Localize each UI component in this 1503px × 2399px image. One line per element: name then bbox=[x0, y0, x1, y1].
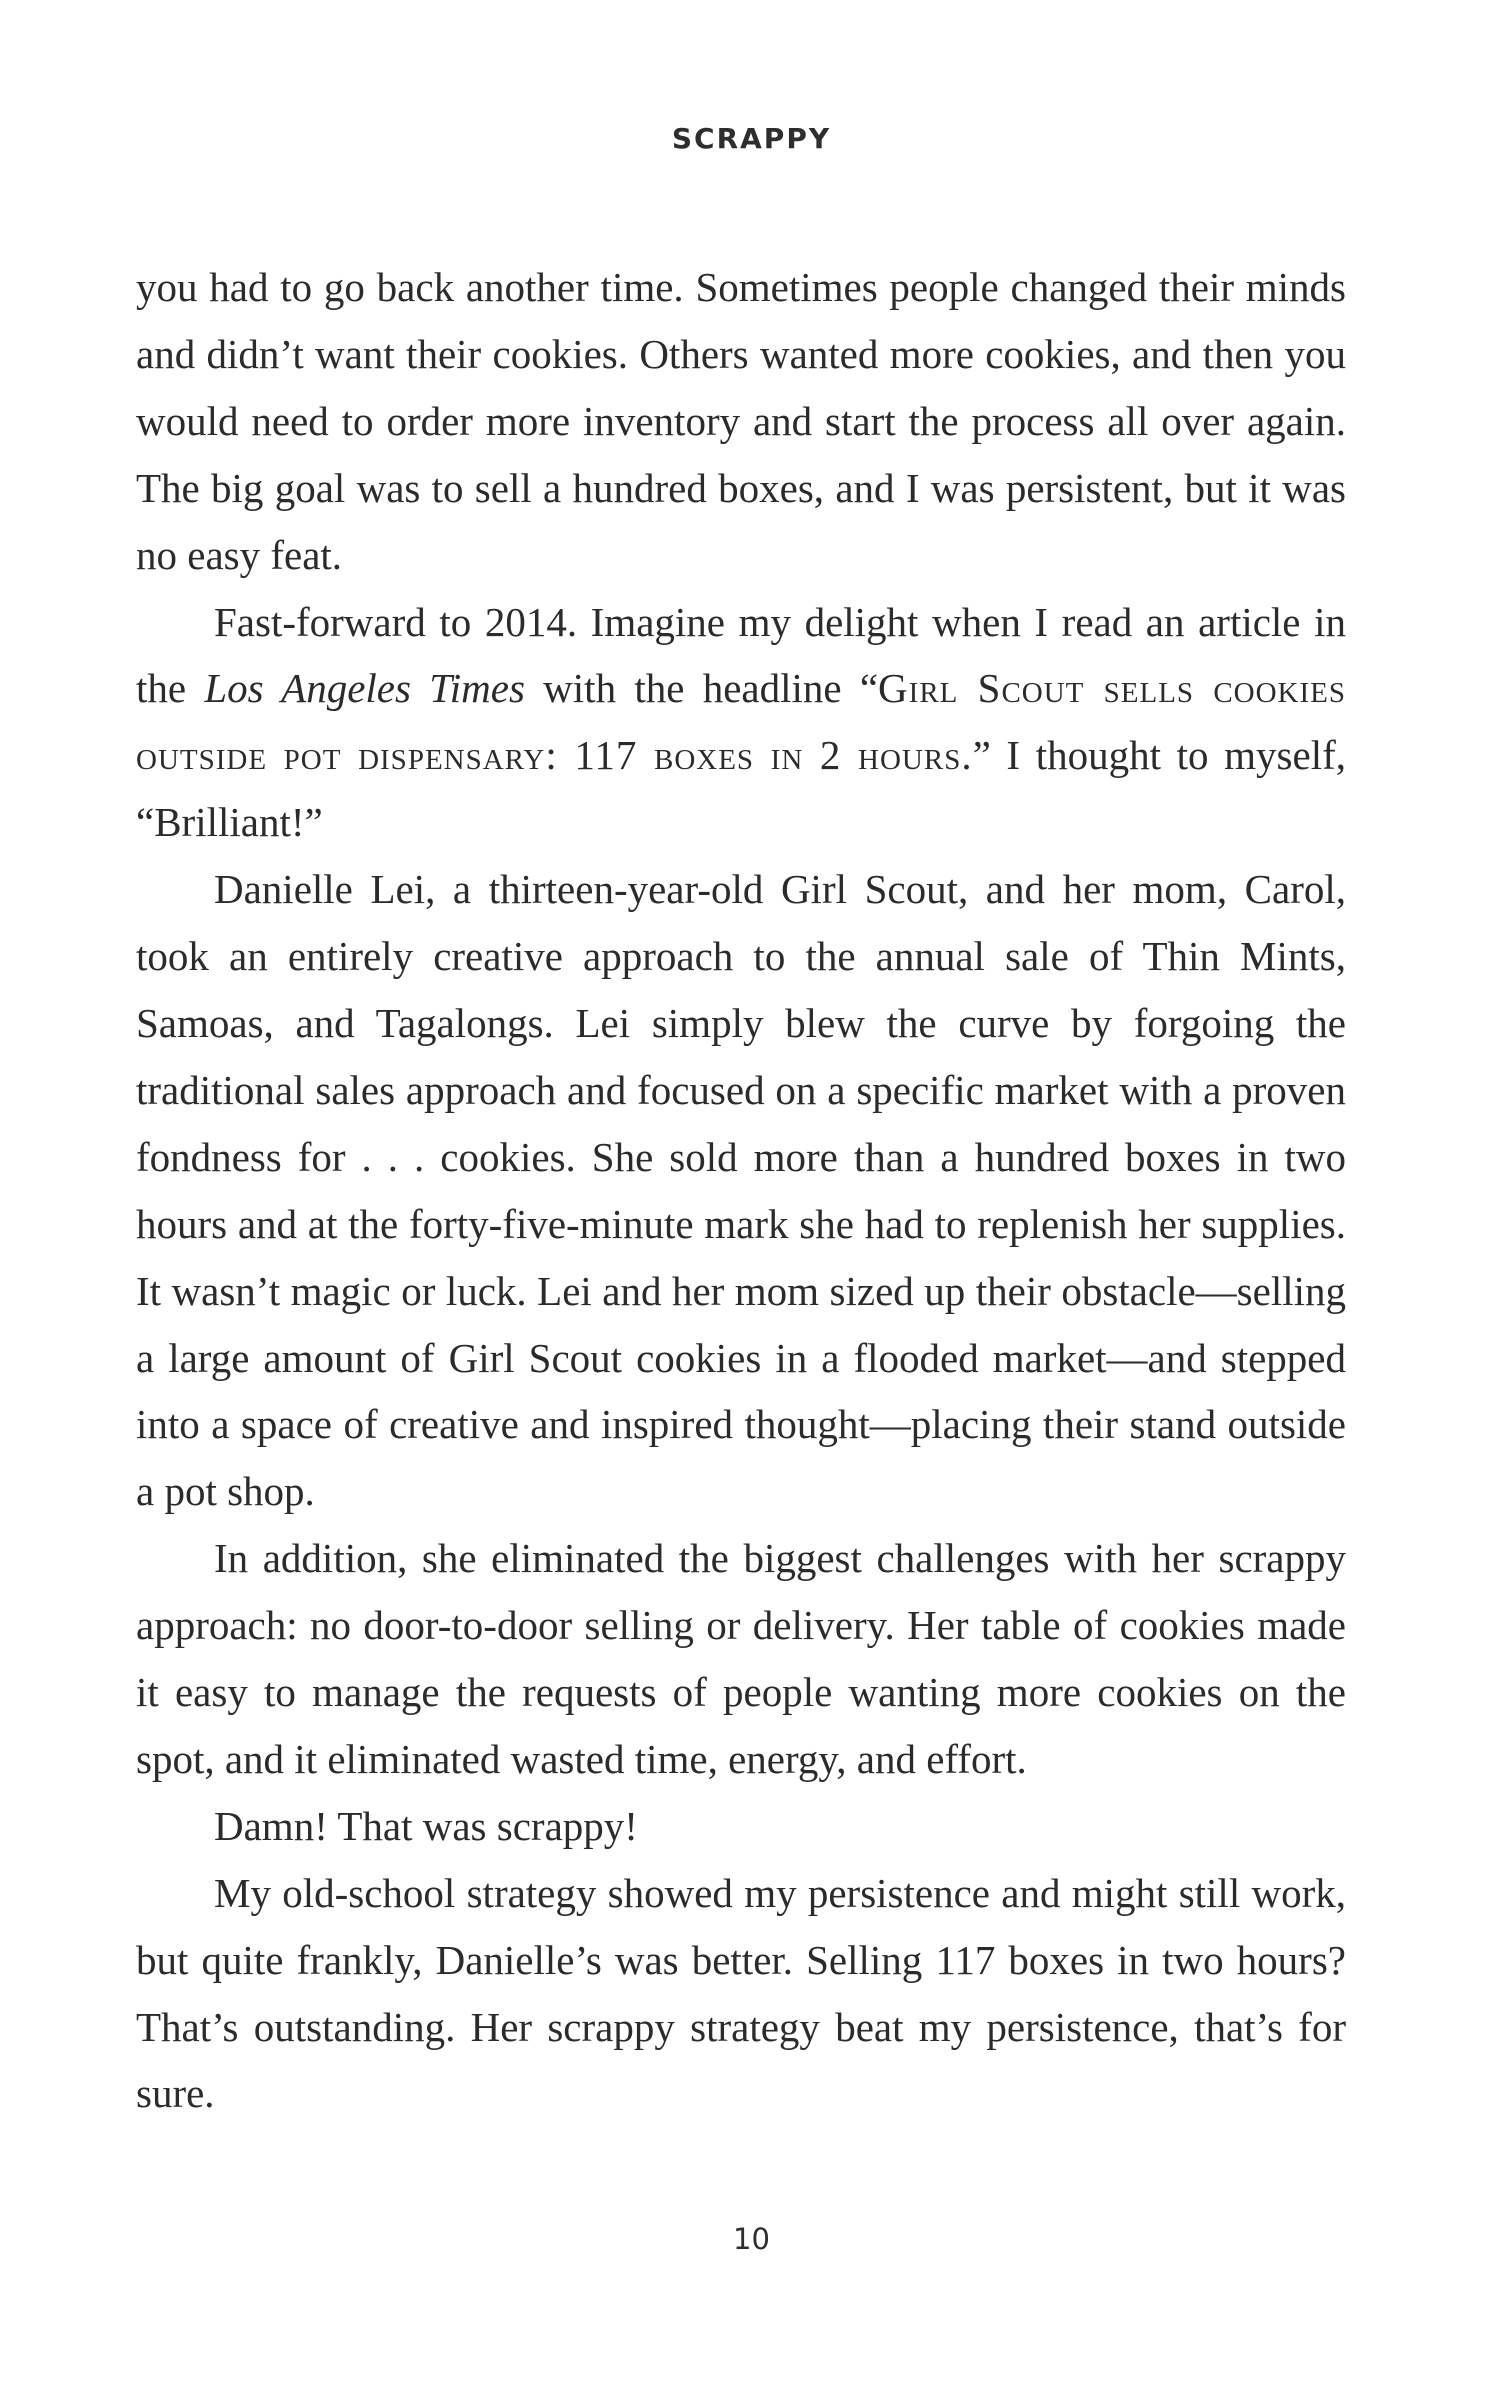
headline-quote: Girl Scout sells cookies outside pot dispensary: 117 boxes in 2 hours. bbox=[136, 665, 1346, 779]
body-text bbox=[136, 254, 1346, 2127]
page-number: 10 bbox=[733, 2222, 770, 2256]
paragraph-4: In addition, she eliminated the biggest challenges with her scrappy approach: no door-to-door selling or delivery. Her table of cookies made it easy to manage the requests of people wanting more cookies on the spot, and it eliminated wasted time, energy, and effort. bbox=[136, 1535, 1346, 1782]
paragraph-5: Damn! That was scrappy! bbox=[214, 1802, 638, 1849]
paragraph-1: you had to go back another time. Sometimes people changed their minds and didn’t want their cookies. Others wanted more cookies, and then you would need to order more inventory and start the process all over again. The big goal was to sell a hundred boxes, and I was persistent, but it was no easy feat. bbox=[136, 264, 1346, 578]
paragraph-3: Danielle Lei, a thirteen-year-old Girl Scout, and her mom, Carol, took an entirely creative approach to the annual sale of Thin Mints, Samoas, and Tagalongs. Lei simply blew the curve by forgoing the traditional sales approach and focused on a specific market with a proven fondness for . . . cookies. She sold more than a hundred boxes in two hours and at the forty-five-minute mark she had to replenish her supplies. It wasn’t magic or luck. Lei and her mom sized up their obstacle—selling a large amount of Girl Scout cookies in a flooded market—and stepped into a space of creative and inspired thought—placing their stand outside a pot shop. bbox=[136, 866, 1346, 1515]
paragraph-2 bbox=[136, 589, 1346, 857]
running-head: SCRAPPY bbox=[671, 122, 832, 155]
paragraph-2-text-before-source: Fast-forward to 2014. Imagine my delight when I read an article in the bbox=[136, 598, 1346, 712]
paragraph-2-text-mid: with the headline “ bbox=[524, 665, 879, 712]
paragraph-2-text-after: ” I thought to myself, “Brilliant!” bbox=[136, 732, 1346, 846]
newspaper-title: Los Angeles Times bbox=[204, 665, 525, 712]
paragraph-6: My old-school strategy showed my persistence and might still work, but quite frankly, Danielle’s was better. Selling 117 boxes in two hours? That’s outstanding. Her scrappy strategy beat my persistence, that’s for sure. bbox=[136, 1869, 1346, 2117]
